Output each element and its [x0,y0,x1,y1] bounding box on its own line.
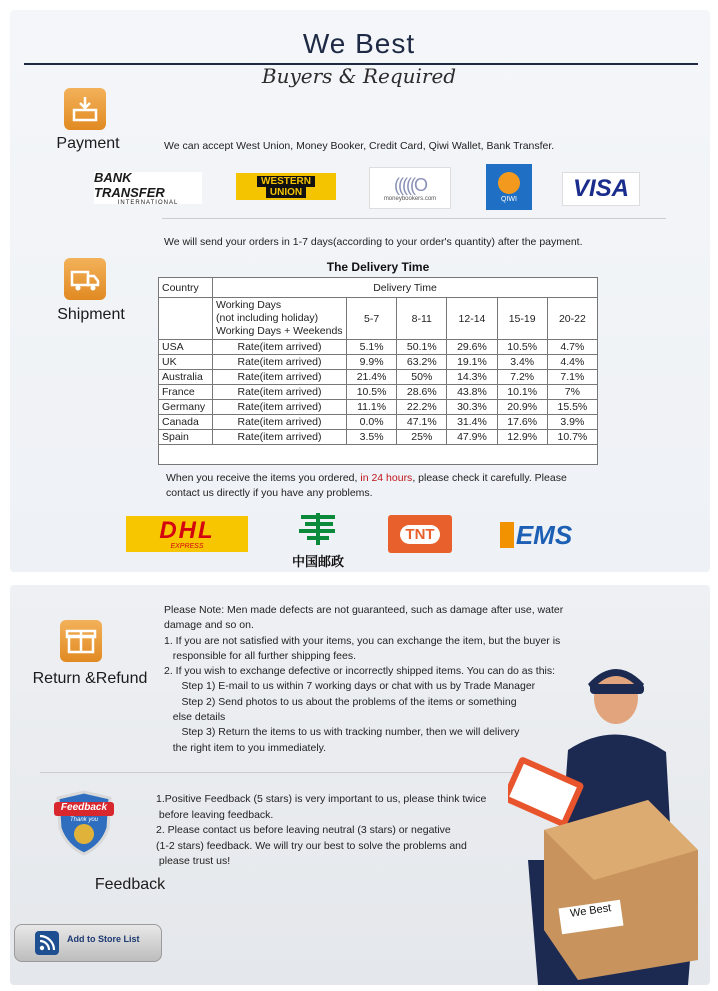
workdays-line: Working Days [216,299,282,311]
china-post-text: 中国邮政 [291,553,344,569]
percent-cell: 43.8% [447,385,497,400]
feedback-badge-text: Feedback [60,802,108,813]
feedback-line: (1-2 stars) feedback. We will try our best to solve the problems and [156,839,467,852]
bank-transfer-logo [94,172,202,204]
moneybookers-icon: (((((O [394,175,426,195]
feedback-line: before leaving feedback. [156,808,274,821]
tnt-logo [388,515,452,553]
shipment-contact-text: contact us directly if you have any problems. [166,487,373,499]
shipment-icon [64,258,106,300]
moneybookers-logo [369,167,451,209]
percent-cell: 47.1% [397,415,447,430]
range-header: 8-11 [397,298,447,340]
western-union-bottom: UNION [266,187,306,198]
percent-cell: 31.4% [447,415,497,430]
shipment-check-text [166,471,567,486]
ems-text: EMS [500,522,572,548]
country-cell: Germany [159,400,213,415]
percent-cell: 29.6% [447,340,497,355]
range-header: 5-7 [347,298,397,340]
percent-cell: 10.7% [547,430,597,445]
country-cell: USA [159,340,213,355]
add-to-store-label: Add to Store List [67,934,140,944]
dhl-text: DHL [159,516,215,544]
return-divider [40,772,516,773]
table-row [159,430,598,445]
percent-cell: 3.4% [497,355,547,370]
return-line: else details [164,711,226,724]
delivery-header: Delivery Time [213,278,598,298]
percent-cell: 50% [397,370,447,385]
return-line: responsible for all further shipping fees. [164,649,357,662]
shipment-label: Shipment [57,306,125,323]
dhl-logo [126,516,248,552]
table-row [159,385,598,400]
payment-icon [64,88,106,130]
qiwi-logo [486,164,532,210]
percent-cell: 20.9% [497,400,547,415]
percent-cell: 30.3% [447,400,497,415]
check-text-pre: When you receive the items you ordered, [166,472,361,484]
percent-cell: 4.4% [547,355,597,370]
feedback-label: Feedback [94,876,166,893]
rate-cell: Rate(item arrived) [213,385,347,400]
add-to-store-button[interactable] [14,924,162,962]
percent-cell: 10.5% [347,385,397,400]
delivery-man-illustration [508,660,708,985]
percent-cell: 28.6% [397,385,447,400]
qiwi-text: QIWI [501,195,517,203]
percent-cell: 25% [397,430,447,445]
return-line: the right item to you immediately. [164,741,327,754]
country-cell: Spain [159,430,213,445]
feedback-shield-icon [52,790,116,856]
feedback-line: 2. Please contact us before leaving neutral (3 stars) or negative [156,824,451,836]
check-text-post: , please check it carefully. Please [412,472,567,484]
country-cell: Canada [159,415,213,430]
box-label: We Best [569,902,613,920]
bank-transfer-text: BANK TRANSFER [94,170,165,200]
percent-cell: 47.9% [447,430,497,445]
delivery-table [158,277,598,465]
feedback-text [156,792,486,870]
percent-cell: 7.1% [547,370,597,385]
bank-transfer-sub: INTERNATIONAL [117,200,179,206]
percent-cell: 21.4% [347,370,397,385]
china-post-logo [282,508,354,572]
percent-cell: 10.5% [497,340,547,355]
percent-cell: 7.2% [497,370,547,385]
return-line: 2. If you wish to exchange defective or incorrectly shipped items. You can do as this: [164,665,556,678]
return-refund-icon [60,620,102,662]
percent-cell: 12.9% [497,430,547,445]
western-union-logo [236,173,336,200]
shipment-intro: We will send your orders in 1-7 days(according to your order's quantity) after the payment. [164,236,583,248]
country-header: Country [159,278,213,298]
percent-cell: 7% [547,385,597,400]
workdays-cell [213,298,347,340]
percent-cell: 3.5% [347,430,397,445]
percent-cell: 4.7% [547,340,597,355]
return-line: Step 2) Send photos to us about the problems of the items or something [164,695,517,708]
feedback-badge [52,790,116,856]
return-refund-text [164,603,563,756]
rate-cell: Rate(item arrived) [213,430,347,445]
percent-cell: 15.5% [547,400,597,415]
brand-title: We Best [302,28,416,59]
return-refund-label: Return &Refund [32,670,148,687]
country-cell: Australia [159,370,213,385]
return-line: damage and so on. [164,619,254,632]
table-row [159,355,598,370]
payment-text: We can accept West Union, Money Booker, Credit Card, Qiwi Wallet, Bank Transfer. [164,140,555,152]
tnt-text: TNT [400,525,439,544]
return-line: 1. If you are not satisfied with your items, you can exchange the item, but the buyer is [164,634,561,647]
percent-cell: 5.1% [347,340,397,355]
feedback-line: please trust us! [156,855,231,867]
rate-cell: Rate(item arrived) [213,370,347,385]
workdays-line: (not including holiday) [216,312,319,324]
brand-tagline: Buyers & Required [261,64,457,88]
rate-cell: Rate(item arrived) [213,400,347,415]
percent-cell: 19.1% [447,355,497,370]
return-line: Please Note: Men made defects are not guaranteed, such as damage after use, water [164,604,564,616]
percent-cell: 9.9% [347,355,397,370]
delivery-table-title: The Delivery Time [326,260,430,274]
percent-cell: 14.3% [447,370,497,385]
range-header: 12-14 [447,298,497,340]
range-header: 20-22 [547,298,597,340]
range-header: 15-19 [497,298,547,340]
visa-logo [562,172,640,206]
percent-cell: 22.2% [397,400,447,415]
table-row [159,340,598,355]
delivery-man-icon [508,660,708,985]
table-row [159,400,598,415]
table-footer-space [159,445,598,465]
qiwi-circle-icon [498,172,520,194]
workdays-line: Working Days + Weekends [216,325,343,337]
country-header-blank [159,298,213,340]
china-post-icon [295,511,341,547]
feedback-line: 1.Positive Feedback (5 stars) is very important to us, please think twice [156,793,487,805]
table-row [159,370,598,385]
percent-cell: 50.1% [397,340,447,355]
country-cell: France [159,385,213,400]
percent-cell: 3.9% [547,415,597,430]
rss-icon [35,931,59,955]
percent-cell: 17.6% [497,415,547,430]
moneybookers-text: moneybookers.com [383,196,437,202]
visa-text: VISA [572,175,629,202]
payment-divider [162,218,666,219]
ems-logo [492,518,580,552]
percent-cell: 11.1% [347,400,397,415]
return-line: Step 3) Return the items to us with tracking number, then we will delivery [164,726,520,739]
rate-cell: Rate(item arrived) [213,355,347,370]
percent-cell: 0.0% [347,415,397,430]
payment-label: Payment [56,135,120,152]
check-text-highlight: in 24 hours [360,472,413,484]
percent-cell: 10.1% [497,385,547,400]
feedback-badge-subtext: Thank you [69,817,99,823]
dhl-sub: EXPRESS [170,542,204,550]
country-cell: UK [159,355,213,370]
table-row [159,415,598,430]
percent-cell: 63.2% [397,355,447,370]
return-line: Step 1) E-mail to us within 7 working days or chat with us by Trade Manager [164,680,536,693]
western-union-top: WESTERN [257,176,315,187]
rate-cell: Rate(item arrived) [213,340,347,355]
rate-cell: Rate(item arrived) [213,415,347,430]
